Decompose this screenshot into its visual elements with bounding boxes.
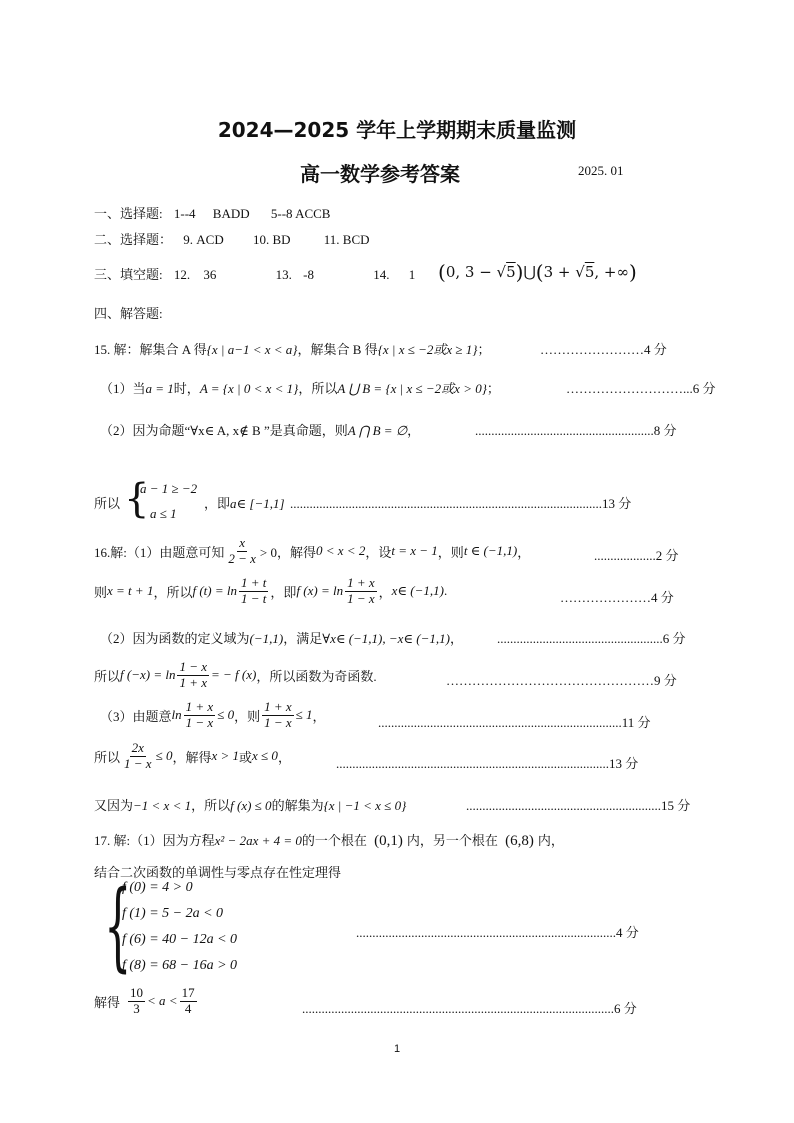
p17-brace: { <box>104 870 132 982</box>
p15-result: ，即a∈ [−1,1] <box>204 496 285 511</box>
p17-sys-1: f (0) = 4 > 0 <box>122 880 193 895</box>
p17-line-3-score: ................................................................................................6 分 <box>302 1001 637 1016</box>
p17-line-1: 17. 解:（1）因为方程x² − 2ax + 4 = 0的一个根在 (0,1) 内，另一个根在 (6,8) 内， <box>94 833 564 849</box>
p16-line-3: （2）因为函数的定义域为(−1,1)，满足∀x∈ (−1,1), −x∈ (−1,1)， <box>100 631 463 646</box>
p15-line-1-score: ……………………4 分 <box>540 342 667 357</box>
p17-line-3: 解得 $\frac{10}{3}$ < a < $\frac{17}{4}$ <box>94 985 195 1016</box>
p16-line-2: 则 x = t + 1 ，所以 f (t) = ln $\frac{1 + t}{1 - t}$ ，即 f (x) = ln $\frac{1 + x}{1 - x}$ ， x∈ (−1,1) . <box>94 575 448 606</box>
page-subtitle: 高一数学参考答案 <box>300 162 460 186</box>
p15-line-2-score: ………………………...6 分 <box>566 381 716 396</box>
p17-sys-2: f (1) = 5 − 2a < 0 <box>122 906 224 921</box>
p15-cond-1: a − 1 ≥ −2 <box>140 481 198 496</box>
section-fill-blank: 三、填空题: 12. 36 13. -8 14. 1 <box>94 267 416 282</box>
p17-sys-4: f (8) = 68 − 16a > 0 <box>122 958 238 973</box>
p15-line-3: （2）因为命题“∀x∈ A, x∉ B ”是真命题，则A ⋂ B = ∅， <box>100 423 421 438</box>
p16-line-5: （3）由题意 ln $\frac{1 + x}{1 - x}$ ≤ 0 ，则 $\frac{1 + x}{1 - x}$ ≤ 1 ， <box>100 699 326 730</box>
p16-line-3-score: ...................................................6 分 <box>497 631 686 646</box>
p16-line-6-score: ....................................................................................13 分 <box>336 756 639 771</box>
p16-line-2-score: …………………4 分 <box>560 590 674 605</box>
p17-sys-score: ................................................................................4 分 <box>356 925 639 940</box>
p16-line-5-score: ...........................................................................11 分 <box>378 715 651 730</box>
p16-line-4-score: …………………………………………9 分 <box>446 673 677 688</box>
p15-brace: { <box>124 476 150 522</box>
exam-date: 2025. 01 <box>578 163 624 178</box>
p15-line-1: 15. 解：解集合 A 得{x | a−1 < x < a}，解集合 B 得{x | x ≤ −2或x ≥ 1}； <box>94 342 491 357</box>
section-choice-2: 二、选择题： 9. ACD 10. BD 11. BCD <box>94 232 370 247</box>
page-number: 1 <box>393 1043 401 1055</box>
p16-line-7: 又因为−1 < x < 1，所以f (x) ≤ 0的解集为{x | −1 < x ≤ 0} <box>94 798 407 813</box>
p16-line-6: 所以 $\frac{2x}{1 - x}$ ≤ 0 ，解得 x > 1 或 x ≤ 0 ， <box>94 740 291 771</box>
p16-line-7-score: ............................................................15 分 <box>466 798 691 813</box>
p15-cond-2: a ≤ 1 <box>150 506 177 521</box>
p17-line-2: 结合二次函数的单调性与零点存在性定理得 <box>94 865 342 880</box>
interval-answer: (0, 3 − √5)⋃(3 + √5, +∞) <box>438 260 637 284</box>
section-choice-1: 一、选择题: 1--4 BADD 5--8 ACCB <box>94 206 331 221</box>
p15-line-2: （1）当a = 1时，A = {x | 0 < x < 1}，所以A ⋃ B = {x | x ≤ −2或x > 0}； <box>100 381 500 396</box>
p15-line-3-score: .......................................................8 分 <box>475 423 677 438</box>
p16-line-1-score: ...................2 分 <box>594 548 679 563</box>
section-solutions: 四、解答题: <box>94 306 163 321</box>
p17-sys-3: f (6) = 40 − 12a < 0 <box>122 932 238 947</box>
p16-line-1: 16.解:（1）由题意可知 $\frac{x}{2 - x}$ > 0，解得 0 < x < 2 ，设 t = x − 1 ，则 t ∈ (−1,1) ， <box>94 535 531 566</box>
p15-line-4-score: ................................................................................................13 分 <box>290 496 632 511</box>
p15-so: 所以 <box>94 496 121 511</box>
p16-line-4: 所以 f (−x) = ln $\frac{1 - x}{1 + x}$ = − f (x) ，所以函数为奇函数. <box>94 659 377 690</box>
page-title: 2024—2025 学年上学期期末质量监测 <box>217 118 577 142</box>
